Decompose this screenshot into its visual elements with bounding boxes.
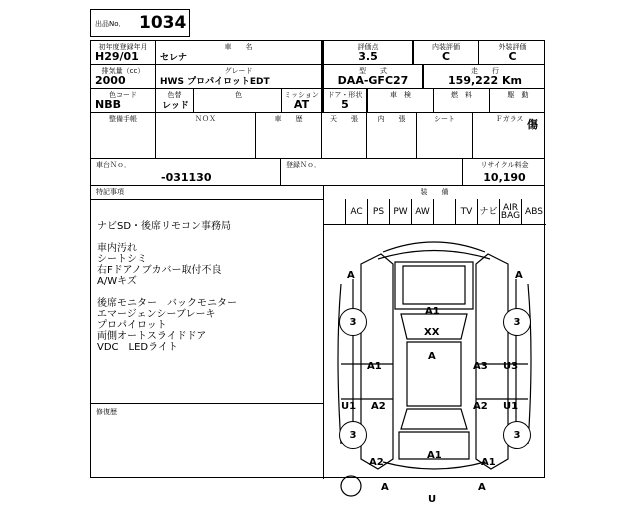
color-cell — [156, 89, 282, 112]
mark-right-side-2: U3 — [503, 361, 519, 372]
wheel-rear-left: 3 — [339, 421, 367, 449]
transmission-cell — [282, 89, 322, 112]
fuel-label: 燃 料 — [451, 91, 472, 99]
recycle-value: 10,190 — [483, 171, 526, 184]
row-basic — [91, 41, 544, 65]
glass-cell — [473, 113, 546, 158]
drive-cell — [490, 89, 546, 112]
grade-label: グレード — [224, 67, 253, 75]
notes-header — [91, 186, 544, 199]
inspection-sheet — [90, 40, 545, 505]
row-registration — [91, 159, 544, 186]
equip-label: 装 備 — [420, 188, 449, 196]
mark-bumper-center: U — [428, 494, 437, 505]
seat-cell — [417, 113, 473, 158]
roof-cell — [322, 113, 367, 158]
note-line: エマージェンシーブレーキ — [97, 309, 216, 320]
cc-cell — [91, 65, 156, 88]
row-condition — [91, 113, 544, 159]
mark-roof: A — [428, 351, 436, 362]
exterior-label: 外装評価 — [498, 43, 527, 51]
mark-bumper-left: A — [381, 482, 389, 493]
notes-label: 特記事項 — [96, 188, 124, 196]
equip-ps: PS — [367, 199, 389, 224]
equip-abs: ABS — [521, 199, 546, 224]
equip-blank — [433, 199, 455, 224]
chassis-cell — [91, 159, 281, 185]
equip-pw: PW — [389, 199, 411, 224]
note-line: 右Fドアノブカバー取付不良 — [97, 265, 222, 276]
mark-right-door-2: U1 — [503, 401, 519, 412]
doors-cell — [322, 89, 368, 112]
grade-value: HWS プロパイロットEDT — [160, 77, 270, 87]
notes-list — [97, 221, 237, 353]
color-change-label: 色替 — [167, 91, 182, 99]
inner-cell — [367, 113, 417, 158]
mark-bumper-right: A — [478, 482, 486, 493]
doors-label: ドア・形状 — [327, 91, 363, 99]
equip-aw: AW — [411, 199, 433, 224]
exterior-cell — [479, 41, 546, 64]
color-value: レッド — [162, 101, 189, 111]
inspection-cell — [368, 89, 434, 112]
recycle-cell — [463, 159, 546, 185]
maint-cell — [91, 113, 156, 158]
note-line: シートシミ — [97, 254, 147, 265]
fuel-cell — [434, 89, 490, 112]
history-cell — [256, 113, 322, 158]
mark-right-door: A2 — [473, 401, 488, 412]
mark-front-right: A — [515, 270, 523, 281]
equip-navi: ナビ — [477, 199, 499, 224]
equipment-row — [323, 199, 546, 224]
name-label: 車 名 — [224, 43, 253, 51]
reg-label: 登録Ｎｏ． — [286, 161, 321, 169]
note-line: A/Wキズ — [97, 276, 137, 287]
model-cell — [322, 65, 424, 88]
mark-right-side: A3 — [473, 361, 488, 372]
equip-tv: TV — [455, 199, 477, 224]
note-line: ナビSD・後席リモコン事務局 — [97, 221, 232, 232]
grade-cell — [156, 65, 322, 88]
interior-cell — [414, 41, 479, 64]
color-code-cell — [91, 89, 156, 112]
model-value: DAA-GFC27 — [337, 74, 409, 87]
mark-hood: A1 — [425, 306, 440, 317]
mark-left-door-2: A2 — [371, 401, 386, 412]
nox-cell — [156, 113, 256, 158]
note-line: VDC LEDライト — [97, 342, 178, 353]
glass-value: 傷 — [527, 118, 538, 131]
recycle-label: リサイクル料金 — [480, 161, 529, 169]
damage-diagram — [323, 224, 546, 505]
history-label: 車 歴 — [274, 115, 303, 123]
mark-rear-right: A1 — [481, 457, 496, 468]
interior-label: 内装評価 — [432, 43, 460, 51]
reg-cell — [281, 159, 463, 185]
note-line — [97, 287, 237, 298]
inspection-label: 車 検 — [390, 91, 411, 99]
exterior-value: C — [508, 50, 517, 63]
name-value: セレナ — [160, 53, 188, 63]
mark-front-left: A — [347, 270, 355, 281]
drive-label: 駆 動 — [507, 91, 529, 99]
inner-label: 内 張 — [377, 115, 406, 123]
name-cell — [156, 41, 322, 64]
chassis-value: -031130 — [161, 171, 212, 184]
wheel-front-left: 3 — [339, 308, 367, 336]
mark-left-door: U1 — [341, 401, 357, 412]
year-value: H29/01 — [95, 50, 139, 63]
score-label: 評価点 — [357, 43, 379, 51]
note-line: プロパイロット — [97, 320, 167, 331]
seat-label: シート — [434, 115, 455, 123]
year-cell — [91, 41, 156, 64]
mileage-value: 159,222 Km — [448, 74, 522, 87]
maint-label: 整備手帳 — [109, 115, 137, 123]
cc-label: 排気量（cc） — [101, 67, 145, 75]
year-label: 初年度登録年月 — [98, 43, 148, 51]
note-line — [97, 232, 237, 243]
wheel-rear-right: 3 — [503, 421, 531, 449]
mileage-label: 走 行 — [471, 67, 499, 75]
nox-label: ＮＯＸ — [195, 115, 216, 123]
lot-label: 出品No． — [95, 20, 126, 28]
chassis-label: 車台Ｎｏ． — [96, 161, 131, 169]
color-code-label: 色コード — [109, 91, 137, 99]
lot-number: 1034 — [139, 13, 187, 33]
roof-label: 天 張 — [330, 115, 358, 123]
interior-value: C — [441, 50, 451, 63]
note-line: 後席モニター バックモニター — [97, 298, 237, 309]
note-line: 両側オートスライドドア — [97, 331, 207, 342]
repair-label: 修復歴 — [96, 408, 117, 416]
wheel-front-right: 3 — [503, 308, 531, 336]
color-code-value: NBB — [95, 98, 121, 111]
mileage-cell — [424, 65, 546, 88]
note-line: 車内汚れ — [97, 243, 137, 254]
transmission-label: ミッション — [284, 91, 319, 99]
transmission-value: AT — [293, 98, 310, 111]
score-value: 3.5 — [358, 50, 378, 63]
row-spec — [91, 65, 544, 89]
mark-hood-2: XX — [424, 327, 440, 338]
score-cell — [322, 41, 414, 64]
cc-value: 2000 — [95, 74, 126, 87]
row-color — [91, 89, 544, 113]
mark-trunk: A1 — [427, 450, 442, 461]
doors-value: 5 — [341, 98, 349, 111]
equip-ac: AC — [345, 199, 367, 224]
equip-airbag: AIR BAG — [499, 199, 521, 224]
mark-rear-left: A2 — [369, 457, 384, 468]
model-label: 型 式 — [359, 67, 387, 75]
color-label: 色 — [235, 91, 242, 99]
glass-label: Ｆガラス — [495, 115, 524, 123]
lot-number-box — [90, 9, 190, 37]
mark-left-side: A1 — [367, 361, 382, 372]
